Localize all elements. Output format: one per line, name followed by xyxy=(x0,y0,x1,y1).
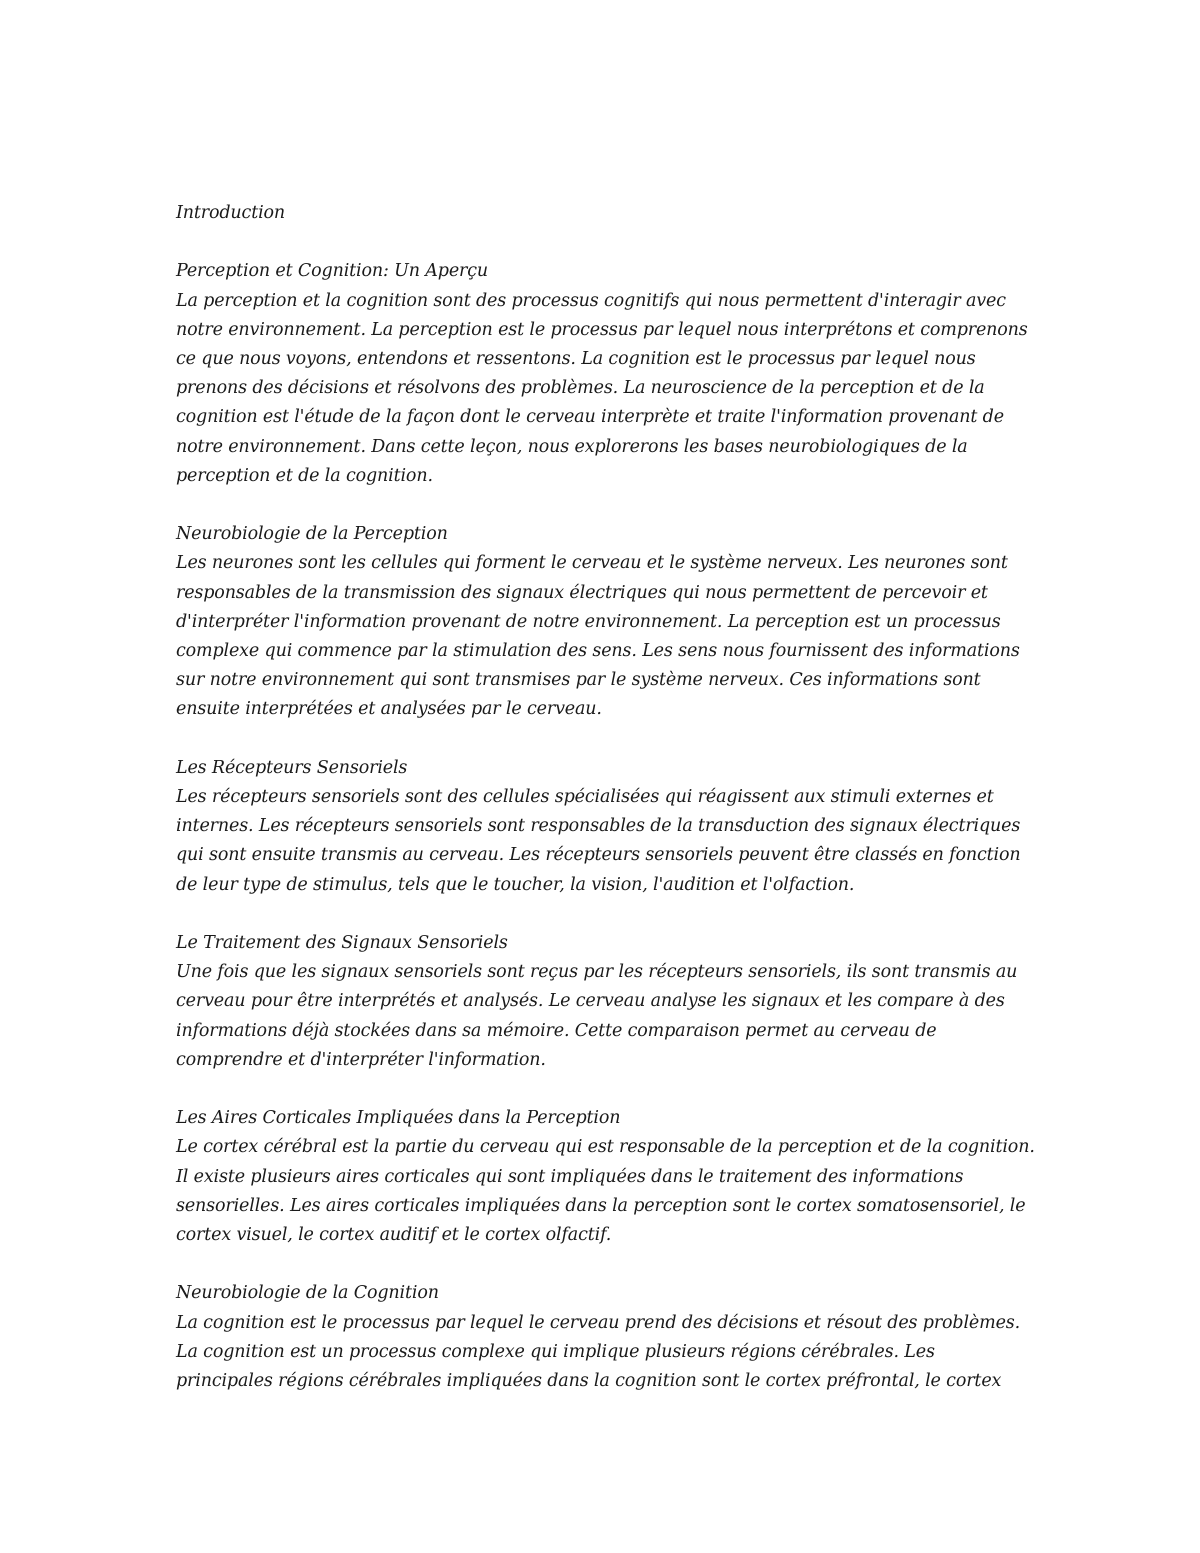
section-paragraph: La perception et la cognition sont des processus cognitifs qui nous permettent d'interagir avec notre environnement. La perception est le processus par lequel nous interprétons et comprenons ce que nous voyons, entendons et ressentons. La cognition est le processus par lequel nous prenons des décisions et résolvons des problèmes. La neuroscience de la perception et de la cognition est l'étude de la façon dont le cerveau interprète et traite l'information provenant de notre environnement. Dans cette leçon, nous explorerons les bases neurobiologiques de la perception et de la cognition. xyxy=(176,290,1028,486)
section-paragraph: Les neurones sont les cellules qui forment le cerveau et le système nerveux. Les neurones sont responsables de la transmission des signaux électriques qui nous permettent de percevoir et d'interpréter l'information provenant de notre environnement. La perception est un processus complexe qui commence par la stimulation des sens. Les sens nous fournissent des informations sur notre environnement qui sont transmises par le système nerveux. Ces informations sont ensuite interprétées et analysées par le cerveau. xyxy=(176,553,1020,720)
section-sensory-signal-processing xyxy=(176,929,1036,1075)
section-paragraph: Une fois que les signaux sensoriels sont reçus par les récepteurs sensoriels, ils sont transmis au cerveau pour être interprétés et analysés. Le cerveau analyse les signaux et les compare à des informations déjà stockées dans sa mémoire. Cette comparaison permet au cerveau de comprendre et d'interpréter l'information. xyxy=(176,962,1018,1070)
section-paragraph: Le cortex cérébral est la partie du cerveau qui est responsable de la perception et de la cognition. Il existe plusieurs aires corticales qui sont impliquées dans le traitement des informations sensorielles. Les aires corticales impliquées dans la perception sont le cortex somatosensoriel, le cortex visuel, le cortex auditif et le cortex olfactif. xyxy=(176,1137,1035,1246)
section-sensory-receptors xyxy=(176,754,1036,900)
document-content xyxy=(176,199,1036,1425)
document-title: Introduction xyxy=(176,203,286,223)
section-cortical-areas-perception xyxy=(176,1104,1036,1250)
section-heading: Les Aires Corticales Impliquées dans la Perception xyxy=(176,1108,621,1129)
section-neurobiology-cognition xyxy=(176,1279,1036,1396)
section-paragraph: La cognition est le processus par lequel le cerveau prend des décisions et résout des problèmes. La cognition est un processus complexe qui implique plusieurs régions cérébrales. Les principales régions cérébrales impliquées dans la cognition sont le cortex préfrontal, le cortex xyxy=(176,1312,1021,1392)
section-perception-cognition-overview xyxy=(176,257,1036,491)
section-heading: Perception et Cognition: Un Aperçu xyxy=(176,261,489,282)
section-heading: Neurobiologie de la Perception xyxy=(176,524,448,545)
section-heading: Le Traitement des Signaux Sensoriels xyxy=(176,933,508,954)
section-heading: Les Récepteurs Sensoriels xyxy=(176,757,408,778)
section-heading: Neurobiologie de la Cognition xyxy=(176,1283,439,1304)
section-neurobiology-perception xyxy=(176,520,1036,724)
section-paragraph: Les récepteurs sensoriels sont des cellules spécialisées qui réagissent aux stimuli externes et internes. Les récepteurs sensoriels sont responsables de la transduction des signaux électriques qui sont ensuite transmis au cerveau. Les récepteurs sensoriels peuvent être classés en fonction de leur type de stimulus, tels que le toucher, la vision, l'audition et l'olfaction. xyxy=(176,787,1021,895)
